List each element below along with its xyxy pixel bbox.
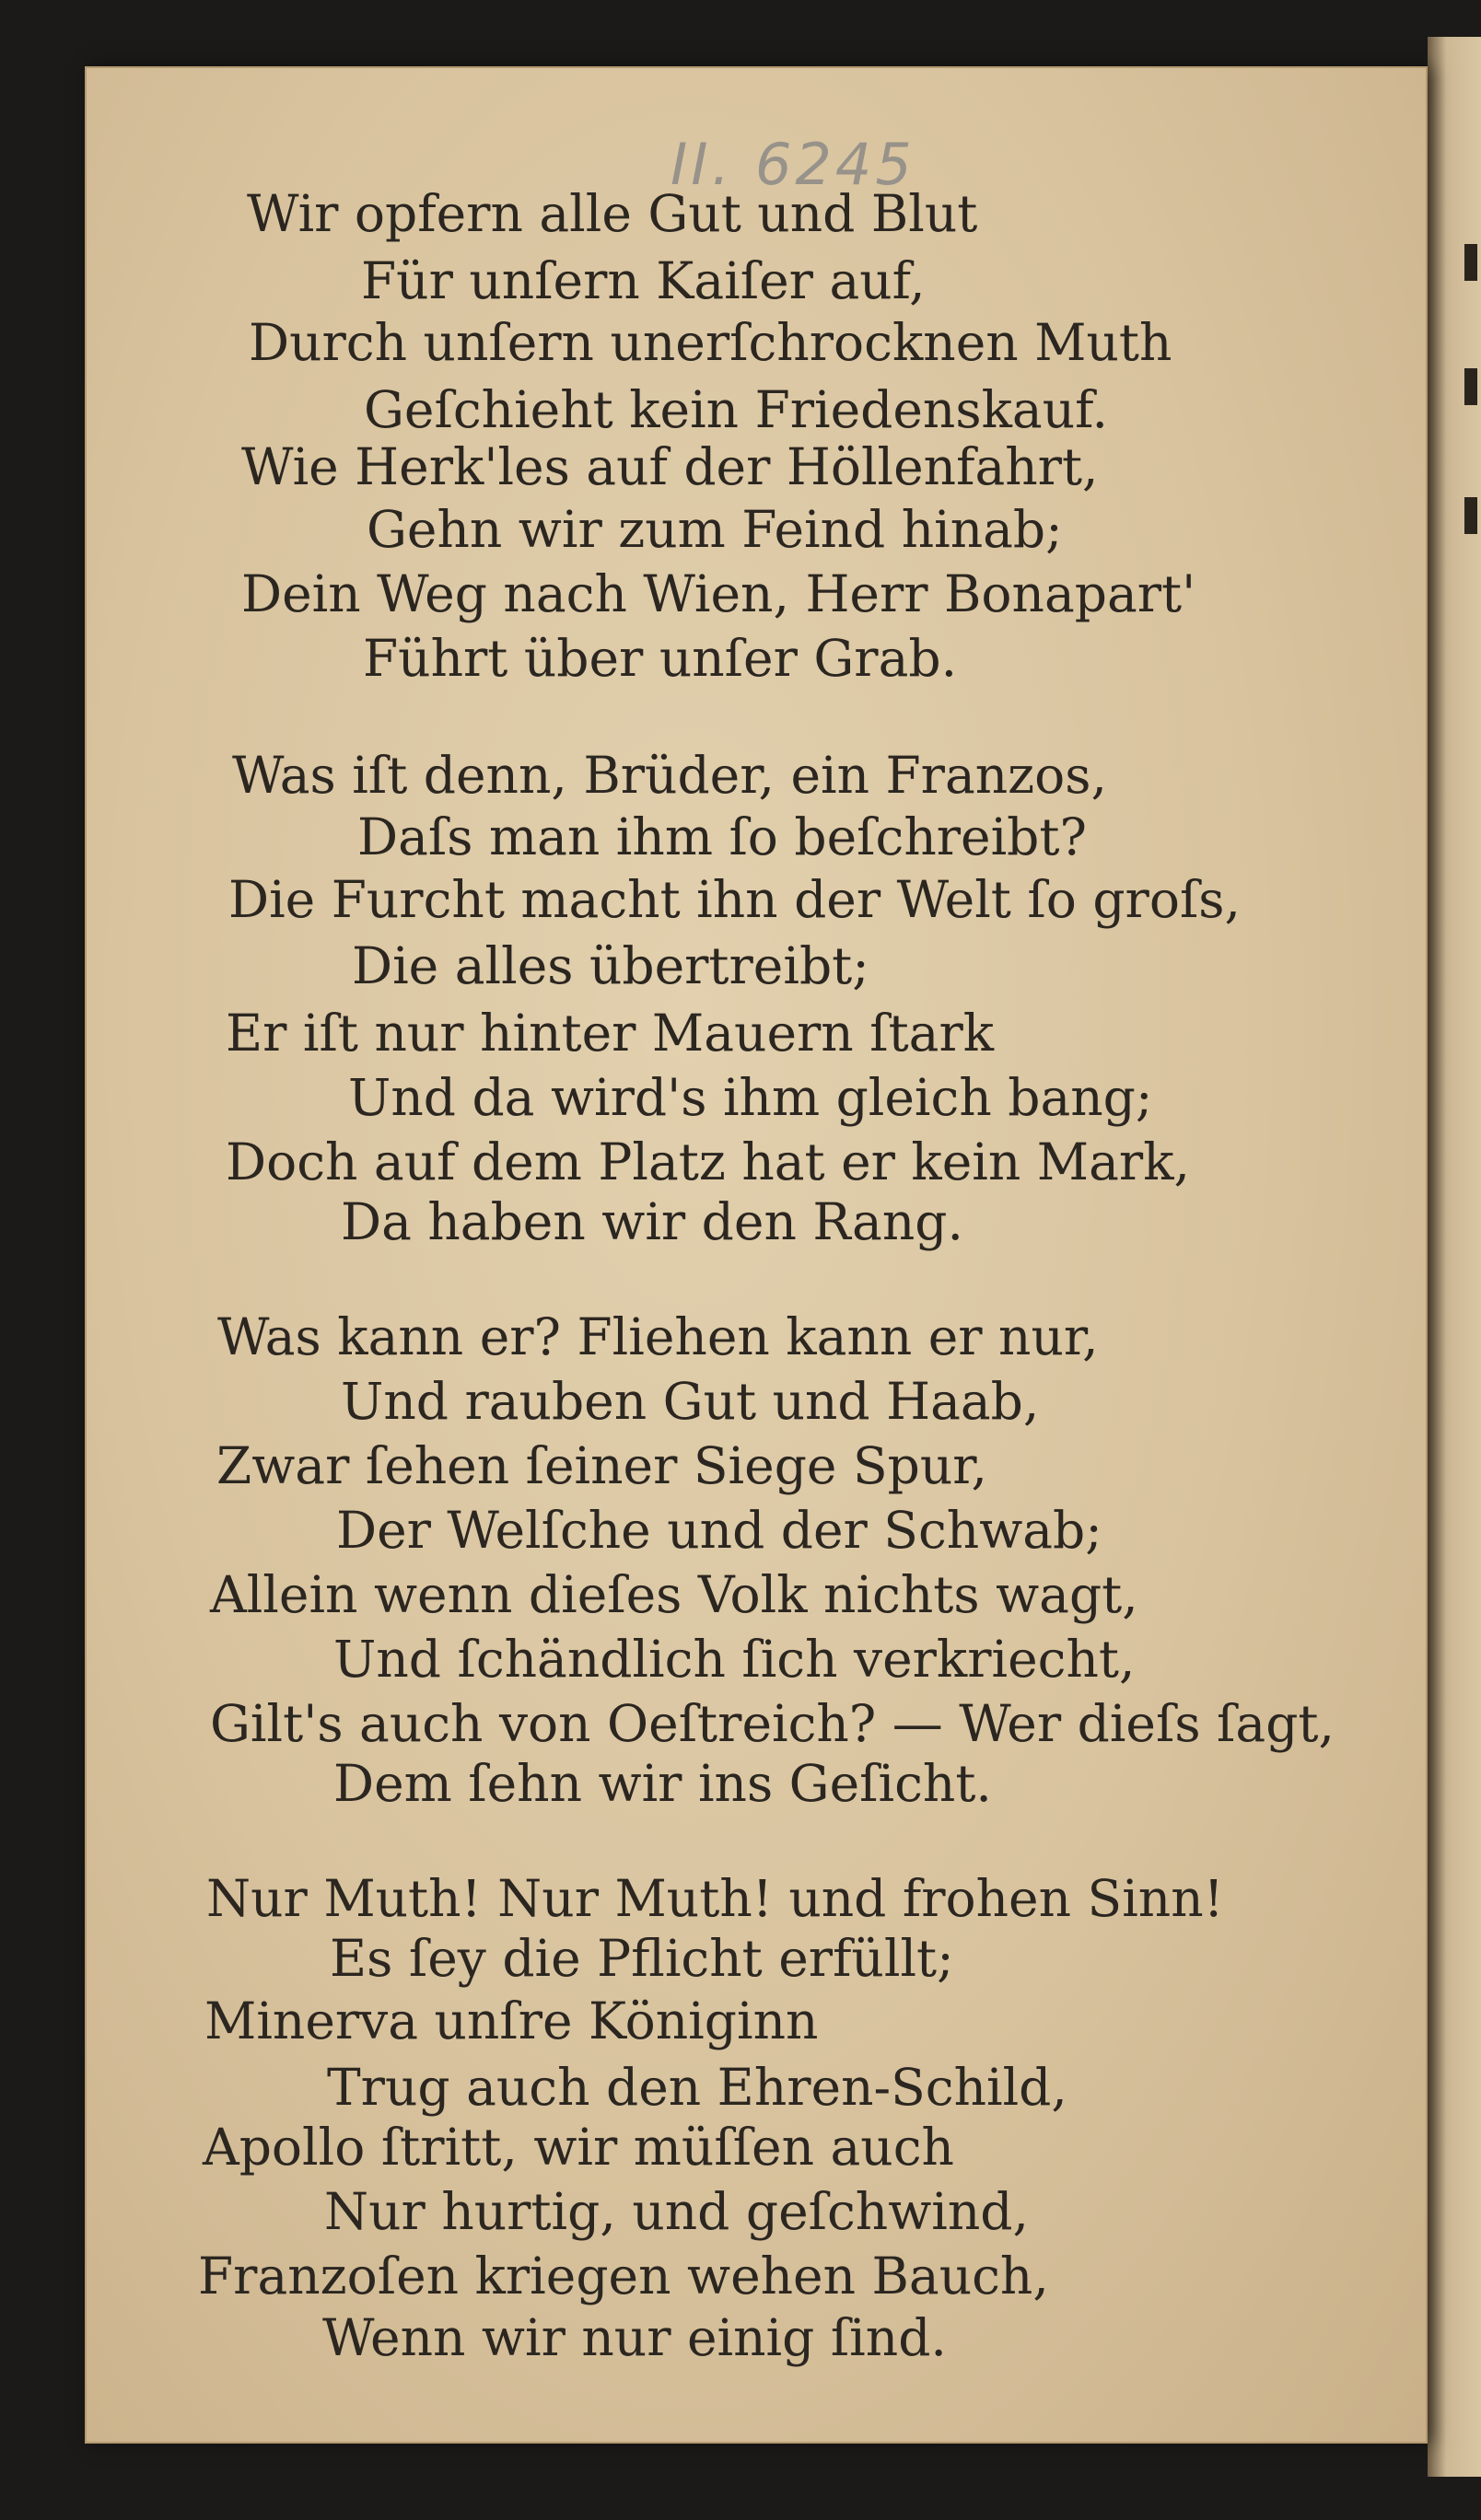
verse-line: Es ſey die Pflicht erfüllt; bbox=[330, 1929, 954, 1988]
verse-line: Durch unſern unerſchrocknen Muth bbox=[249, 313, 1172, 372]
verse-line: Minerva unſre Königinn bbox=[204, 1992, 819, 2050]
verse-line: Trug auch den Ehren-Schild, bbox=[327, 2058, 1067, 2117]
gutter-bleed-mark bbox=[1464, 368, 1477, 405]
verse-line: Die Furcht macht ihn der Welt ſo groſs, bbox=[228, 870, 1242, 929]
verse-line: Was iſt denn, Brüder, ein Franzos, bbox=[232, 746, 1107, 805]
verse-line: Für unſern Kaiſer auf, bbox=[361, 251, 926, 310]
verse-line: Wir opfern alle Gut und Blut bbox=[247, 184, 978, 243]
verse-line: Die alles übertreibt; bbox=[352, 936, 869, 995]
verse-line: Der Welſche und der Schwab; bbox=[336, 1501, 1102, 1560]
verse-line: Zwar ſehen ſeiner Siege Spur, bbox=[216, 1436, 987, 1495]
verse-line: Und da wird's ihm gleich bang; bbox=[348, 1068, 1153, 1127]
verse-line: Da haben wir den Rang. bbox=[341, 1192, 963, 1251]
gutter-bleed-mark bbox=[1464, 244, 1477, 281]
gutter-bleed-mark bbox=[1464, 497, 1477, 534]
verse-line: Gehn wir zum Feind hinab; bbox=[367, 500, 1063, 559]
verse-line: Was kann er? Fliehen kann er nur, bbox=[217, 1307, 1099, 1366]
verse-line: Er iſt nur hinter Mauern ſtark bbox=[226, 1004, 995, 1063]
verse-line: Allein wenn dieſes Volk nichts wagt, bbox=[210, 1565, 1138, 1624]
verse-line: Wenn wir nur einig ſind. bbox=[322, 2308, 947, 2367]
verse-line: Daſs man ihm ſo beſchreibt? bbox=[357, 807, 1087, 866]
verse-line: Und rauben Gut und Haab, bbox=[341, 1372, 1040, 1431]
verse-line: Doch auf dem Platz hat er kein Mark, bbox=[226, 1132, 1191, 1191]
verse-line: Geſchieht kein Friedenskauf. bbox=[364, 380, 1109, 439]
verse-line: Gilt's auch von Oeſtreich? — Wer dieſs ſagt, bbox=[210, 1694, 1335, 1753]
verse-line: Dein Weg nach Wien, Herr Bonapart' bbox=[241, 564, 1196, 623]
verse-line: Führt über unſer Grab. bbox=[363, 629, 958, 688]
verse-line: Dem ſehn wir ins Geſicht. bbox=[333, 1754, 992, 1813]
verse-line: Und ſchändlich ſich verkriecht, bbox=[333, 1630, 1136, 1689]
verse-line: Nur Muth! Nur Muth! und frohen Sinn! bbox=[206, 1869, 1224, 1928]
verse-line: Nur hurtig, und geſchwind, bbox=[324, 2182, 1029, 2241]
verse-line: Apollo ſtritt, wir müſſen auch bbox=[203, 2118, 954, 2177]
shelfmark-annotation: II. 6245 bbox=[671, 131, 915, 198]
verse-line: Wie Herk'les auf der Höllenfahrt, bbox=[241, 437, 1099, 496]
verse-line: Franzoſen kriegen wehen Bauch, bbox=[198, 2247, 1049, 2305]
